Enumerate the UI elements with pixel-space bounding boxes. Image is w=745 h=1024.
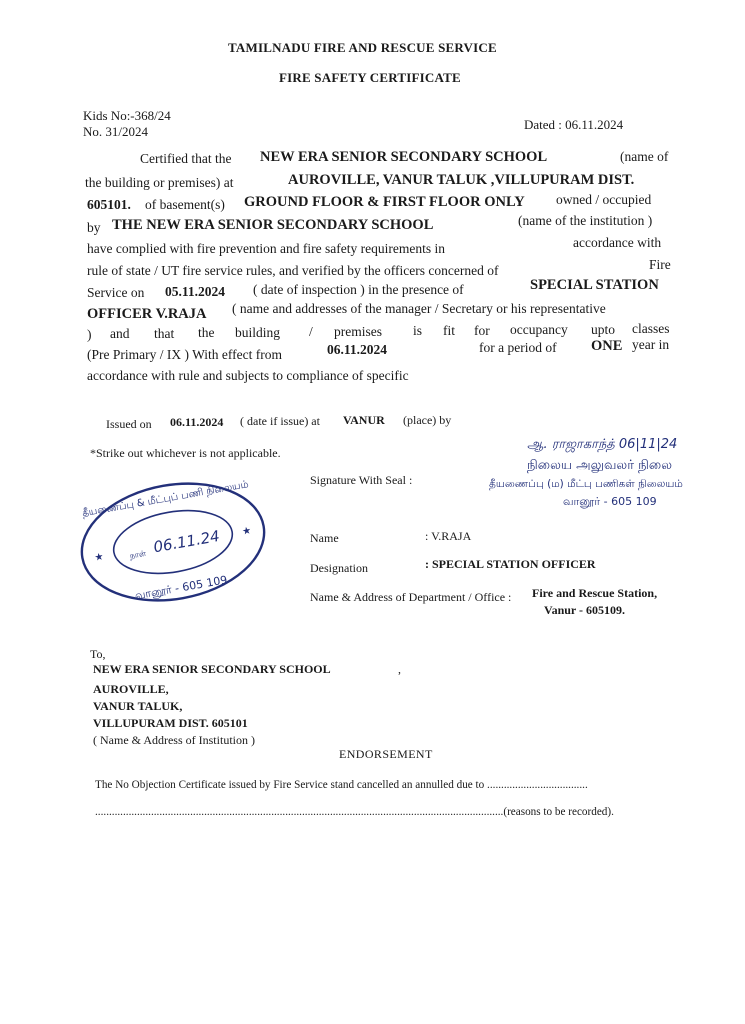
designation-label: Designation (310, 561, 368, 575)
body-text: building (235, 325, 281, 340)
address-value-2: Vanur - 605109. (544, 603, 626, 617)
seal-icon (73, 475, 273, 610)
effective-date: 06.11.2024 (327, 342, 388, 357)
body-text: accordance with (573, 235, 662, 250)
signature-designation-stamp: நிலைய அலுவலர் நிலை (527, 458, 672, 473)
endorsement-title: ENDORSEMENT (339, 747, 433, 761)
body-text: premises (334, 324, 382, 339)
officer-name: OFFICER V.RAJA (87, 306, 207, 322)
pincode: 605101. (87, 197, 131, 212)
body-text: and (110, 326, 130, 341)
body-text: owned / occupied (556, 192, 652, 207)
certificate-title: FIRE SAFETY CERTIFICATE (279, 70, 461, 85)
body-text: fit (443, 323, 455, 338)
body-text: is (413, 323, 423, 338)
body-text: (name of (620, 149, 669, 164)
recipient-line-3: VANUR TALUK, (93, 699, 183, 713)
body-text: Service on (87, 285, 145, 300)
inspection-date: 05.11.2024 (165, 284, 226, 299)
body-text: ( name and addresses of the manager / Secretary or his representative (232, 301, 606, 316)
building-name: NEW ERA SENIOR SECONDARY SCHOOL (260, 149, 548, 165)
signature-label: Signature With Seal : (310, 473, 413, 487)
kids-number: Kids No:-368/24 (83, 108, 171, 123)
body-text: year in (632, 337, 670, 352)
validity-period: ONE (591, 338, 623, 354)
designation-value: : SPECIAL STATION OFFICER (425, 557, 596, 571)
body-text: ( date of inspection ) in the presence of (253, 282, 464, 297)
endorsement-line-1: The No Objection Certificate issued by Fire Service stand cancelled an annulled due to .................................... (95, 779, 588, 791)
body-text: for a period of (479, 340, 557, 355)
body-text: the building or premises) at (85, 175, 234, 190)
body-text: (name of the institution ) (518, 213, 653, 228)
recipient-line-5: ( Name & Address of Institution ) (93, 733, 255, 747)
issued-tail: (place) by (403, 413, 452, 427)
recipient-line-4: VILLUPURAM DIST. 605101 (93, 716, 248, 730)
body-text: classes (632, 321, 670, 336)
address-value-1: Fire and Rescue Station, (532, 586, 658, 600)
to-label: To, (90, 647, 106, 661)
seal-date: 06.11.24 (152, 526, 221, 557)
body-text: occupancy (510, 322, 568, 337)
body-text: by (87, 220, 101, 235)
name-value: : V.RAJA (425, 529, 472, 543)
body-text: (Pre Primary / IX ) With effect from (87, 347, 283, 362)
seal-date-prefix: நாள் (129, 548, 147, 561)
seal-star-right: ★ (241, 525, 253, 538)
issued-mid: ( date if issue) at (240, 414, 320, 428)
building-address: AUROVILLE, VANUR TALUK ,VILLUPURAM DIST. (288, 172, 635, 188)
body-text: Certified that the (140, 151, 232, 166)
body-text: of basement(s) (145, 197, 225, 212)
body-text: rule of state / UT fire service rules, and verified by the officers concerned of (87, 263, 499, 278)
floors: GROUND FLOOR & FIRST FLOOR ONLY (244, 194, 525, 210)
body-text: Fire (649, 257, 671, 272)
body-text: that (154, 326, 175, 341)
body-text: for (474, 323, 490, 338)
institution-name: THE NEW ERA SENIOR SECONDARY SCHOOL (112, 217, 434, 233)
body-text: upto (591, 322, 616, 337)
seal-star-left: ★ (93, 551, 105, 564)
seal-bottom-text: வானூர் - 605 109 (133, 573, 229, 603)
officer-rank: SPECIAL STATION (530, 277, 659, 293)
body-text: have complied with fire prevention and fire safety requirements in (87, 241, 445, 256)
address-label: Name & Address of Department / Office : (310, 590, 512, 604)
station-stamp-pincode: வானூர் - 605 109 (563, 495, 657, 508)
issued-place: VANUR (343, 413, 385, 427)
recipient-comma: , (398, 662, 401, 676)
issued-label: Issued on (106, 417, 152, 431)
body-text: / (309, 324, 313, 339)
body-text: the (198, 325, 215, 340)
seal-top-text: தீயணைப்பு & மீட்புப் பணி நிலையம் (81, 479, 250, 520)
endorsement-line-2: ..................................................................................................................................................(reasons to be recorded). (95, 806, 614, 818)
strike-out-note: *Strike out whichever is not applicable. (90, 446, 281, 460)
body-text: accordance with rule and subjects to compliance of specific (87, 368, 409, 383)
handwritten-signature: ஆ. ராஜாகாந்த் 06|11|24 (527, 437, 678, 452)
dated: Dated : 06.11.2024 (524, 117, 624, 132)
body-text: ) (87, 327, 92, 342)
issued-date: 06.11.2024 (170, 415, 224, 429)
recipient-line-1: NEW ERA SENIOR SECONDARY SCHOOL (93, 662, 331, 676)
certificate-number: No. 31/2024 (83, 124, 148, 139)
recipient-line-2: AUROVILLE, (93, 682, 169, 696)
office-seal (73, 475, 273, 610)
name-label: Name (310, 531, 339, 545)
station-stamp-line: தீயணைப்பு (ம) மீட்பு பணிகள் நிலையம் (489, 478, 683, 490)
department-title: TAMILNADU FIRE AND RESCUE SERVICE (228, 40, 497, 55)
